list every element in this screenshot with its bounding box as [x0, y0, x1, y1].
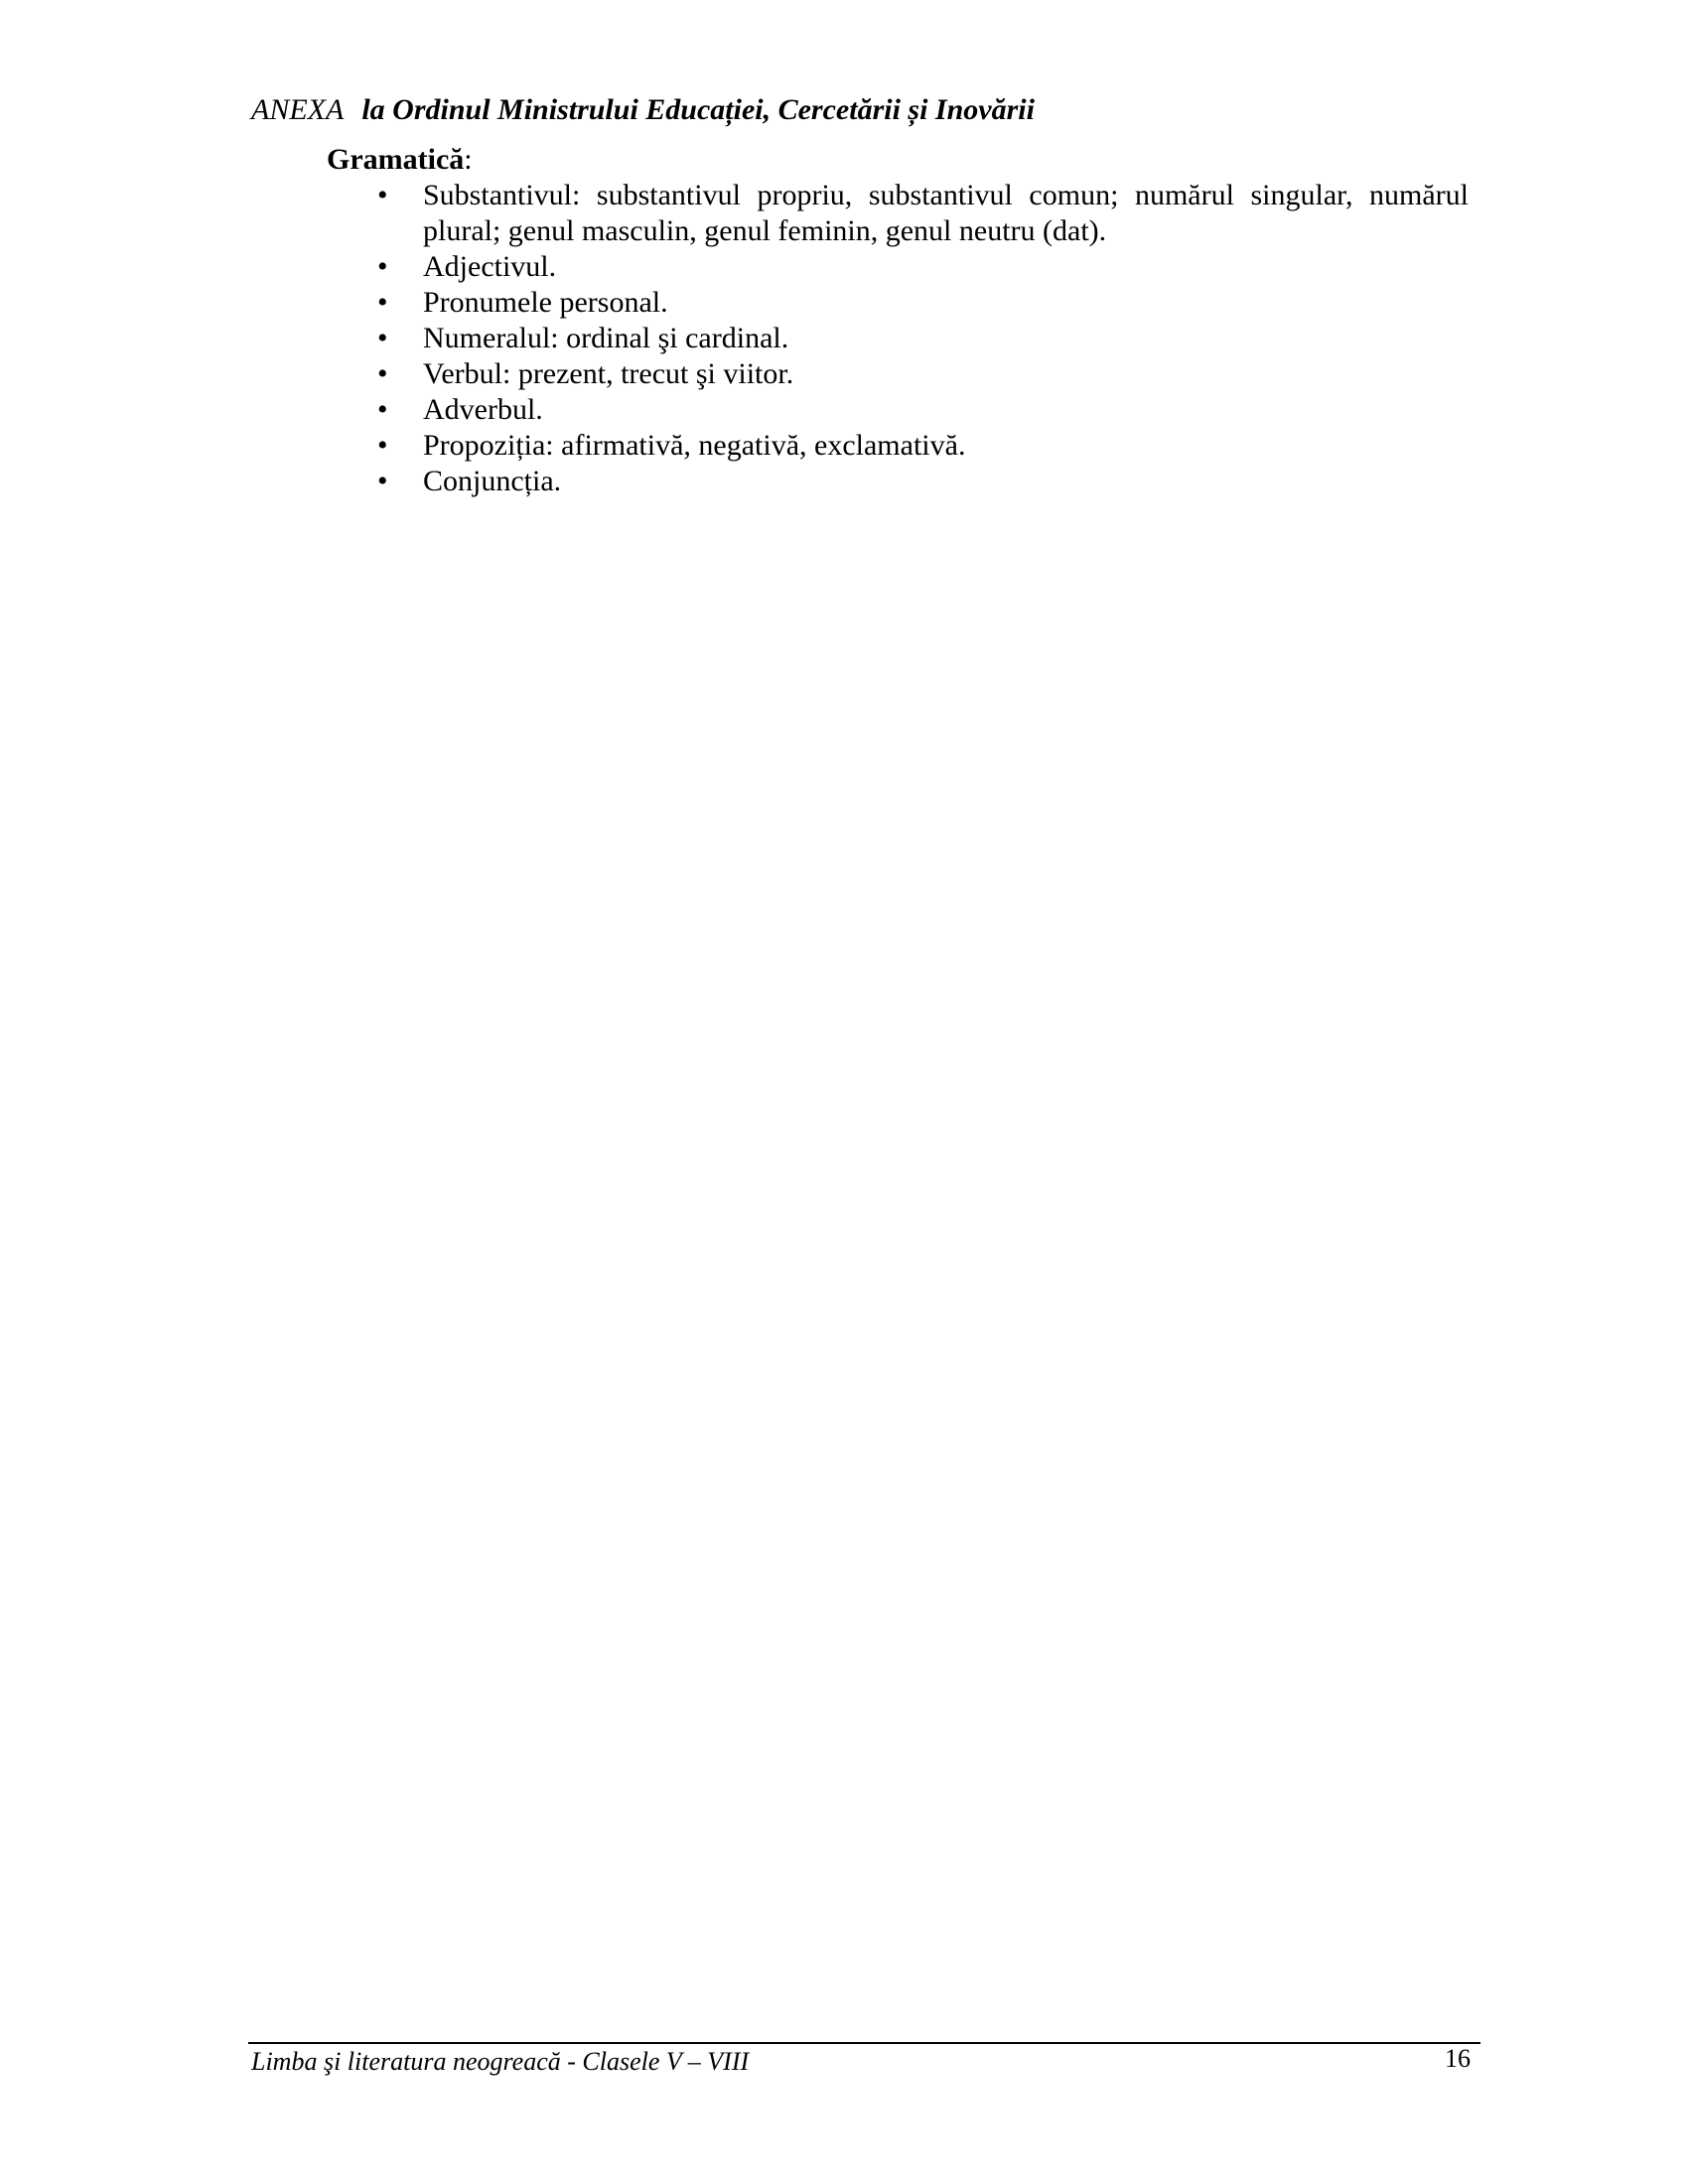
page-number: 16	[1445, 2044, 1471, 2073]
bullet-icon: •	[377, 322, 388, 354]
section-title-text: Gramatică	[327, 143, 465, 176]
bullet-icon: •	[377, 465, 388, 497]
section-title-colon: :	[464, 143, 473, 176]
list-item	[327, 464, 1469, 499]
bullet-icon: •	[377, 393, 388, 426]
grammar-section	[327, 142, 1469, 499]
list-item-text: Conjuncția.	[423, 465, 562, 497]
list-item	[327, 285, 1469, 321]
section-title	[327, 142, 1469, 178]
list-item	[327, 249, 1469, 285]
bullet-icon: •	[377, 286, 388, 319]
list-item-text: Verbul: prezent, trecut şi viitor.	[423, 357, 794, 390]
list-item	[327, 428, 1469, 464]
list-item-text: Adjectivul.	[423, 250, 557, 283]
list-item	[327, 356, 1469, 392]
list-item-text: Numeralul: ordinal şi cardinal.	[423, 322, 789, 354]
list-item-text: Adverbul.	[423, 393, 543, 426]
grammar-list	[327, 178, 1469, 499]
list-item	[327, 321, 1469, 356]
list-item	[327, 178, 1469, 249]
list-item-text: Substantivul: substantivul propriu, substantivul comun; numărul singular, numărul plural; genul masculin, genul feminin, genul neutru (dat).	[423, 179, 1469, 247]
bullet-icon: •	[377, 250, 388, 283]
bullet-icon: •	[377, 357, 388, 390]
bullet-icon: •	[377, 429, 388, 462]
list-item	[327, 392, 1469, 428]
page-header	[251, 93, 1035, 127]
header-anexa: ANEXA	[251, 93, 345, 126]
header-order: la Ordinul Ministrului Educației, Cercetării și Inovării	[361, 93, 1035, 126]
bullet-icon: •	[377, 179, 388, 211]
footer-divider	[248, 2042, 1480, 2044]
footer-title: Limba şi literatura neogreacă - Clasele V – VIII	[251, 2047, 750, 2076]
list-item-text: Pronumele personal.	[423, 286, 668, 319]
list-item-text: Propoziția: afirmativă, negativă, exclamativă.	[423, 429, 966, 462]
